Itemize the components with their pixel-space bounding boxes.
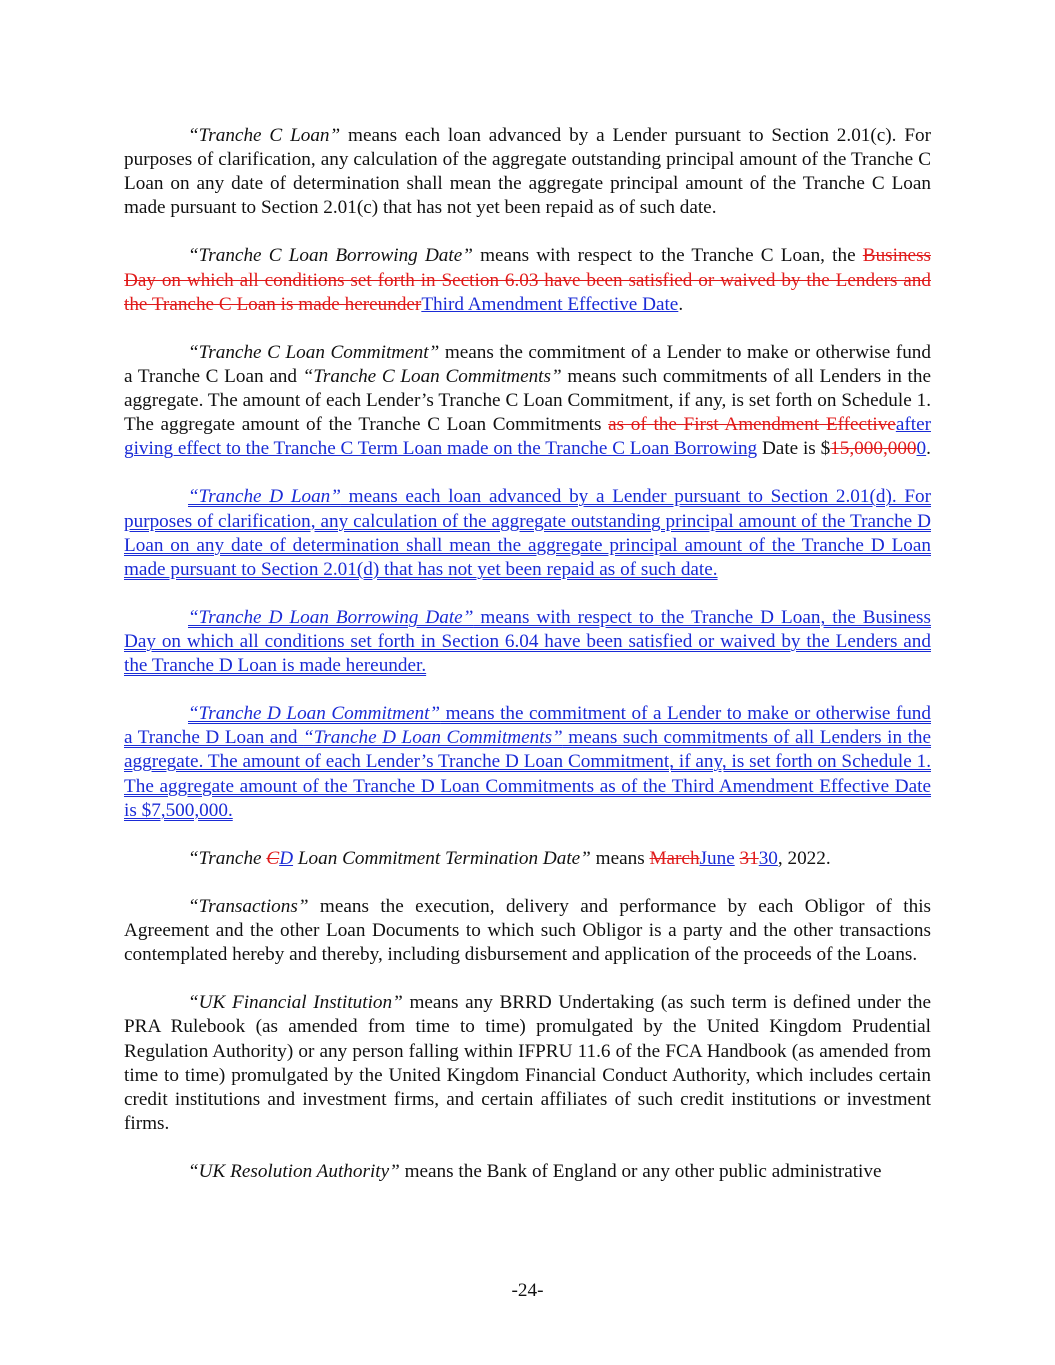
deleted-letter: C — [266, 847, 280, 869]
inserted-text: after giving effect to the Tranche C Term Loan made on the Tranche C Loan Borrowing — [124, 414, 931, 460]
inserted-amount: 0 — [916, 438, 927, 460]
definition-text: means each loan advanced by a Lender pursuant to Section 2.01(d). For purposes of clarification, any calculation of the aggregate outstanding principal amount of the Tranche D Loan on any date of determination shall mean the aggregate principal amount of the Tranche D Loan made pursuant to Section 2.01(d) that has not yet been repaid as of such date. — [124, 486, 931, 580]
definition-transactions — [124, 895, 931, 967]
defined-term-plural: “Tranche C Loan Commitments” — [302, 365, 562, 387]
definition-text: means the commitment of a Lender to make or otherwise fund a Tranche D Loan and — [124, 703, 931, 749]
defined-term-start: “Tranche — [188, 847, 267, 869]
definition-text-tail: , 2022. — [777, 847, 831, 869]
definition-tranche-c-commitment — [124, 341, 931, 461]
inserted-day: 30 — [758, 847, 778, 869]
definition-commitment-termination-date — [124, 847, 931, 871]
definition-tranche-c-loan — [124, 124, 931, 220]
page-number: -24- — [511, 1280, 544, 1301]
defined-term: “Tranche C Loan” — [188, 125, 341, 146]
defined-term: “UK Financial Institution” — [188, 992, 403, 1014]
definition-text: means such commitments of all Lenders in the aggregate. The amount of each Lender’s Tranche C Loan Commitment, if any, is set forth on Schedule 1. The aggregate amount of the Tranche C Loan Commitments — [124, 365, 931, 436]
definition-text: means any BRRD Undertaking (as such term is defined under the PRA Rulebook (as amended from time to time) promulgated by the United Kingdom Prudential Regulation Authority) or any person falling within IFPRU 11.6 of the FCA Handbook (as amended from time to time) promulgated by the United Kingdom Financial Conduct Authority, which includes certain credit institutions and investment firms, and certain affiliates of such credit institutions or investment firms. — [124, 992, 931, 1134]
document-body — [124, 124, 931, 1208]
deleted-text: as of the First Amendment Effective — [608, 414, 896, 436]
defined-term: “Tranche D Loan Commitment” — [188, 703, 441, 725]
definition-text: means with respect to the Tranche C Loan, the — [472, 245, 863, 267]
definition-text: means each loan advanced by a Lender pursuant to Section 2.01(c). For purposes of clarification, any calculation of the aggregate outstanding principal amount of the Tranche C Loan on any date of determination shall mean the aggregate principal amount of the Tranche C Loan made pursuant to Section 2.01(c) that has not yet been repaid as of such date. — [124, 125, 931, 219]
defined-term: “Transactions” — [188, 896, 309, 917]
defined-term: “Tranche D Loan Borrowing Date” — [188, 606, 474, 628]
definition-text: means the execution, delivery and performance by each Obligor of this Agreement and the other Loan Documents to which such Obligor is a party and the other transactions contemplated hereby and thereby, including disbursement and application of the proceeds of the Loans. — [124, 896, 931, 966]
definition-text: means with respect to the Tranche D Loan, the Business Day on which all conditions set forth in Section 6.04 have been satisfied or waived by the Lenders and the Tranche D Loan is made hereunder. — [124, 606, 931, 677]
defined-term: “Tranche C Loan Commitment” — [188, 341, 440, 363]
defined-term: “Tranche C Loan Borrowing Date” — [188, 245, 473, 267]
definition-tranche-d-loan — [124, 485, 931, 581]
deleted-month: March — [649, 847, 700, 869]
defined-term-plural: “Tranche D Loan Commitments” — [303, 727, 563, 749]
definition-uk-resolution-authority — [124, 1160, 931, 1184]
definition-text: Date is $ — [757, 438, 831, 460]
definition-uk-financial-institution — [124, 991, 931, 1136]
defined-term: “UK Resolution Authority” — [188, 1161, 400, 1183]
definition-text: means such commitments of all Lenders in the aggregate. The amount of each Lender’s Tranche D Loan Commitment, if any, is set forth on Schedule 1. The aggregate amount of the Tranche D Loan Commitments as of the Third Amendment Effective Date is $7,500,000. — [124, 727, 932, 821]
definition-text-tail: . — [926, 438, 931, 460]
defined-term — [188, 848, 591, 869]
defined-term: “Tranche D Loan” — [188, 486, 341, 508]
definition-tranche-c-borrowing-date — [124, 244, 931, 316]
definition-text: means — [590, 847, 650, 869]
definition-text-tail: . — [678, 293, 684, 315]
inserted-letter: D — [279, 847, 294, 869]
definition-text: means the Bank of England or any other public administrative — [399, 1161, 882, 1183]
deleted-amount: 15,000,000 — [830, 438, 917, 460]
deleted-text: Business Day on which all conditions set forth in Section 6.03 have been satisfied or waived by the Lenders and the Tranche C Loan is made hereunder — [124, 245, 931, 315]
definition-tranche-d-commitment — [124, 702, 931, 822]
definition-text: means the commitment of a Lender to make or otherwise fund a Tranche C Loan and — [124, 341, 931, 387]
inserted-text: Third Amendment Effective Date — [421, 293, 679, 315]
defined-term-end: Loan Commitment Termination Date” — [293, 847, 591, 869]
inserted-month: June — [699, 847, 735, 869]
deleted-day: 31 — [739, 847, 759, 869]
definition-tranche-d-borrowing-date — [124, 606, 931, 678]
